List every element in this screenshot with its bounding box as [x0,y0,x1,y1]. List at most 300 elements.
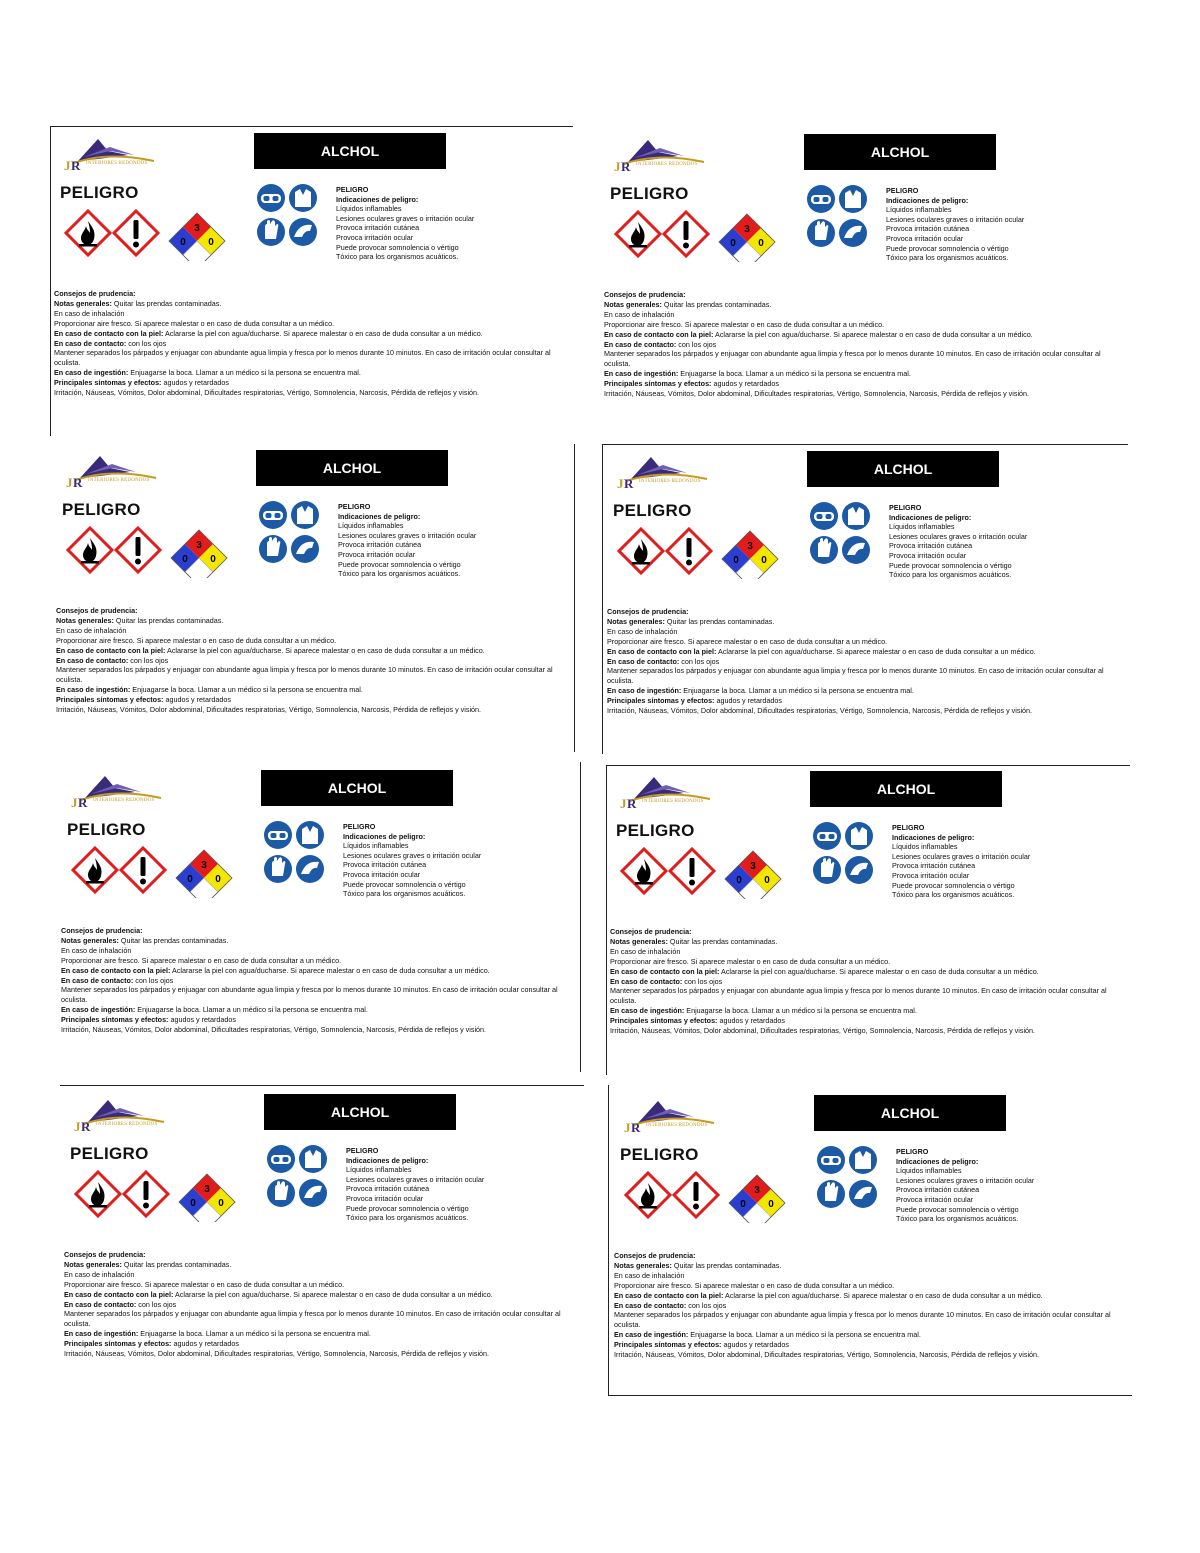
hazard-item: Provoca irritación ocular [338,549,416,559]
eyes-instructions: Mantener separados los párpados y enjuagar con abundante agua limpia y fresca por lo menos durante 10 minutos. En caso de irritación ocular consultar al oculista. [610,986,1107,1006]
precautionary-statements [604,290,1116,399]
hazard-item: Provoca irritación cutánea [892,861,976,871]
product-name: ALCHOL [810,771,1002,807]
hazard-item: Tóxico para los organismos acuáticos. [896,1214,1019,1224]
inhalation-text: Proporcionar aire fresco. Si aparece malestar o en caso de duda consultar a un médico. [56,635,337,645]
protective-clothing-icon [839,185,867,213]
inhalation-heading: En caso de inhalación [56,625,127,635]
goggles-icon [259,501,287,529]
skin-text: Aclararse la piel con agua/ducharse. Si aparece malestar o en caso de duda consultar a un médico. [725,1290,1043,1300]
exclamation-pictogram-icon [670,849,714,893]
hazard-title: PELIGRO [896,1147,929,1156]
flame-pictogram-icon [616,212,660,256]
eyes-instructions: Mantener separados los párpados y enjuagar con abundante agua limpia y fresca por lo menos durante 10 minutos. En caso de irritación ocular consultar al oculista. [607,666,1104,686]
symptoms-label: Principales síntomas y efectos: [604,379,712,389]
safety-label [57,770,582,1070]
eyes-label: En caso de contacto: [604,339,677,349]
svg-text:J: J [624,1120,631,1135]
svg-text:J: J [71,795,78,810]
ppe-icons [266,1144,330,1210]
divider-line [50,126,573,127]
gloves-icon [810,536,838,564]
protective-clothing-icon [299,1145,327,1173]
exclamation-pictogram-icon [674,1173,718,1217]
advice-title: Consejos de prudencia: [614,1251,696,1260]
hazard-subtitle: Indicaciones de peligro: [336,194,419,204]
mask-icon [296,855,324,883]
ingestion-text: Enjuagarse la boca. Llamar a un médico si la persona se encuentra mal. [130,368,361,378]
svg-text:J: J [74,1119,81,1134]
nfpa-flammability: 3 [754,1185,760,1196]
product-name: ALCHOL [804,134,996,170]
signal-word: PELIGRO [70,1144,149,1163]
ppe-icons [258,500,322,566]
symptoms-label: Principales síntomas y efectos: [56,695,164,705]
hazard-item: Líquidos inflamables [896,1166,962,1176]
symptoms-label: Principales síntomas y efectos: [64,1339,172,1349]
precautionary-statements [56,606,568,715]
ppe-icons [256,183,320,249]
symptoms-list: Irritación, Náuseas, Vómitos, Dolor abdominal, Dificultades respiratorias, Vértigo, Somnolencia, Narcosis, Pérdida de reflejos y visión. [54,388,480,398]
general-label: Notas generales: [614,1260,672,1270]
hazard-item: Lesiones oculares graves o irritación ocular [343,850,482,860]
symptoms-label: Principales síntomas y efectos: [61,1015,169,1025]
symptoms-label: Principales síntomas y efectos: [607,696,715,706]
symptoms-text: agudos y retardados [163,378,229,388]
hazard-item: Provoca irritación ocular [896,1194,974,1204]
ingestion-label: En caso de ingestión: [64,1329,139,1339]
symptoms-text: agudos y retardados [723,1340,789,1350]
symptoms-list: Irritación, Náuseas, Vómitos, Dolor abdominal, Dificultades respiratorias, Vértigo, Somnolencia, Narcosis, Pérdida de reflejos y visión. [607,706,1033,716]
divider-line [608,1085,609,1395]
nfpa-health: 0 [187,874,193,885]
ingestion-text: Enjuagarse la boca. Llamar a un médico si la persona se encuentra mal. [686,1006,917,1016]
hazard-item: Provoca irritación cutánea [338,540,422,550]
svg-text:R: R [631,1120,641,1135]
protective-clothing-icon [849,1146,877,1174]
gloves-icon [264,855,292,883]
mask-icon [299,1179,327,1207]
skin-label: En caso de contacto con la piel: [610,966,720,976]
hazard-item: Tóxico para los organismos acuáticos. [338,569,461,579]
eyes-text: con los ojos [684,976,723,986]
flame-pictogram-icon [626,1173,670,1217]
eyes-text: con los ojos [135,975,174,985]
flame-pictogram-icon [622,849,666,893]
safety-label [50,133,575,433]
general-label: Notas generales: [607,616,665,626]
nfpa-flammability: 3 [747,541,753,552]
nfpa-reactivity: 0 [208,237,214,248]
gloves-icon [807,219,835,247]
general-label: Notas generales: [61,935,119,945]
precautionary-statements [607,607,1119,716]
ppe-icons [812,821,876,887]
hazard-item: Puede provocar somnolencia o vértigo [889,560,1012,570]
ingestion-text: Enjuagarse la boca. Llamar a un médico si la persona se encuentra mal. [683,686,914,696]
nfpa-flammability: 3 [750,861,756,872]
nfpa-diamond-icon [179,1174,235,1222]
goggles-icon [810,502,838,530]
hazard-pictograms [71,846,241,898]
hazard-item: Provoca irritación cutánea [886,224,970,234]
signal-word: PELIGRO [620,1145,699,1164]
inhalation-text: Proporcionar aire fresco. Si aparece malestar o en caso de duda consultar a un médico. [54,318,335,328]
goggles-icon [807,185,835,213]
logo-text: INTERIORES REDONDOS [639,479,701,484]
protective-clothing-icon [845,822,873,850]
hazard-item: Tóxico para los organismos acuáticos. [892,890,1015,900]
ingestion-label: En caso de ingestión: [614,1330,689,1340]
hazard-title: PELIGRO [336,185,369,194]
hazard-item: Puede provocar somnolencia o vértigo [346,1203,469,1213]
ingestion-label: En caso de ingestión: [54,368,129,378]
goggles-icon [267,1145,295,1173]
symptoms-label: Principales síntomas y efectos: [610,1016,718,1026]
ppe-icons [806,184,870,250]
flame-pictogram-icon [73,848,117,892]
skin-label: En caso de contacto con la piel: [607,646,717,656]
eyes-label: En caso de contacto: [607,656,680,666]
hazard-statements [343,822,579,899]
hazard-item: Provoca irritación ocular [892,870,970,880]
symptoms-text: agudos y retardados [716,696,782,706]
gloves-icon [259,535,287,563]
skin-text: Aclararse la piel con agua/ducharse. Si aparece malestar o en caso de duda consultar a un médico. [165,328,483,338]
nfpa-reactivity: 0 [761,555,767,566]
divider-line [608,1395,1132,1396]
ingestion-label: En caso de ingestión: [56,685,131,695]
ppe-icons [263,820,327,886]
eyes-text: con los ojos [138,1299,177,1309]
flame-pictogram-icon [66,211,110,255]
logo-text: INTERIORES REDONDOS [636,162,698,167]
safety-label [600,134,1125,434]
hazard-item: Tóxico para los organismos acuáticos. [886,253,1009,263]
nfpa-flammability: 3 [196,540,202,551]
inhalation-text: Proporcionar aire fresco. Si aparece malestar o en caso de duda consultar a un médico. [610,956,891,966]
hazard-item: Provoca irritación ocular [889,550,967,560]
general-text: Quitar las prendas contaminadas. [120,935,229,945]
eyes-text: con los ojos [681,656,720,666]
nfpa-health: 0 [733,555,739,566]
ingestion-text: Enjuagarse la boca. Llamar a un médico si la persona se encuentra mal. [137,1005,368,1015]
inhalation-text: Proporcionar aire fresco. Si aparece malestar o en caso de duda consultar a un médico. [64,1279,345,1289]
hazard-subtitle: Indicaciones de peligro: [889,512,972,522]
company-logo [65,770,175,810]
general-text: Quitar las prendas contaminadas. [673,1260,782,1270]
hazard-item: Provoca irritación cutánea [889,541,973,551]
general-text: Quitar las prendas contaminadas. [115,615,224,625]
mask-icon [839,219,867,247]
skin-text: Aclararse la piel con agua/ducharse. Si aparece malestar o en caso de duda consultar a un médico. [167,645,485,655]
ingestion-label: En caso de ingestión: [61,1005,136,1015]
signal-word: PELIGRO [616,821,695,840]
flame-pictogram-icon [619,529,663,573]
eyes-instructions: Mantener separados los párpados y enjuagar con abundante agua limpia y fresca por lo menos durante 10 minutos. En caso de irritación ocular consultar al oculista. [604,349,1101,369]
hazard-item: Líquidos inflamables [338,521,404,531]
skin-label: En caso de contacto con la piel: [54,328,164,338]
mask-icon [845,856,873,884]
skin-label: En caso de contacto con la piel: [56,645,166,655]
svg-text:R: R [621,159,631,174]
precautionary-statements [54,289,566,398]
inhalation-heading: En caso de inhalación [54,308,125,318]
precautionary-statements [64,1250,576,1359]
goggles-icon [264,821,292,849]
logo-text: INTERIORES REDONDOS [646,1123,708,1128]
general-label: Notas generales: [54,298,112,308]
product-name: ALCHOL [256,450,448,486]
hazard-item: Provoca irritación ocular [886,233,964,243]
hazard-statements [346,1146,582,1223]
hazard-statements [892,823,1128,900]
ingestion-text: Enjuagarse la boca. Llamar a un médico si la persona se encuentra mal. [132,685,363,695]
inhalation-heading: En caso de inhalación [61,945,132,955]
nfpa-diamond-icon [171,530,227,578]
symptoms-text: agudos y retardados [170,1015,236,1025]
hazard-pictograms [66,526,236,578]
goggles-icon [817,1146,845,1174]
skin-text: Aclararse la piel con agua/ducharse. Si aparece malestar o en caso de duda consultar a un médico. [721,966,1039,976]
advice-title: Consejos de prudencia: [64,1250,146,1259]
inhalation-heading: En caso de inhalación [614,1270,685,1280]
svg-text:J: J [614,159,621,174]
ingestion-label: En caso de ingestión: [610,1006,685,1016]
ingestion-text: Enjuagarse la boca. Llamar a un médico si la persona se encuentra mal. [680,369,911,379]
skin-label: En caso de contacto con la piel: [61,965,171,975]
hazard-item: Líquidos inflamables [336,204,402,214]
hazard-title: PELIGRO [892,823,925,832]
exclamation-pictogram-icon [121,848,165,892]
hazard-statements [896,1147,1132,1224]
nfpa-flammability: 3 [744,224,750,235]
hazard-item: Lesiones oculares graves o irritación ocular [896,1175,1035,1185]
hazard-item: Tóxico para los organismos acuáticos. [343,889,466,899]
skin-label: En caso de contacto con la piel: [614,1290,724,1300]
flame-pictogram-icon [68,528,112,572]
hazard-item: Provoca irritación cutánea [343,860,427,870]
advice-title: Consejos de prudencia: [61,926,143,935]
hazard-title: PELIGRO [886,186,919,195]
divider-line [606,765,1130,766]
svg-text:J: J [620,796,627,811]
hazard-item: Provoca irritación ocular [346,1193,424,1203]
svg-text:R: R [624,476,634,491]
nfpa-reactivity: 0 [764,875,770,886]
nfpa-reactivity: 0 [768,1199,774,1210]
safety-label [606,771,1131,1071]
nfpa-health: 0 [736,875,742,886]
hazard-subtitle: Indicaciones de peligro: [346,1155,429,1165]
skin-text: Aclararse la piel con agua/ducharse. Si aparece malestar o en caso de duda consultar a un médico. [172,965,490,975]
eyes-label: En caso de contacto: [54,338,127,348]
ppe-icons [809,501,873,567]
nfpa-flammability: 3 [194,223,200,234]
logo-text: INTERIORES REDONDOS [642,799,704,804]
symptoms-list: Irritación, Náuseas, Vómitos, Dolor abdominal, Dificultades respiratorias, Vértigo, Somnolencia, Narcosis, Pérdida de reflejos y visión. [64,1349,490,1359]
safety-label [60,1094,585,1394]
advice-title: Consejos de prudencia: [610,927,692,936]
general-label: Notas generales: [64,1259,122,1269]
protective-clothing-icon [291,501,319,529]
symptoms-text: agudos y retardados [719,1016,785,1026]
hazard-item: Lesiones oculares graves o irritación ocular [889,531,1028,541]
divider-line [602,444,1128,445]
hazard-statements [886,186,1122,263]
inhalation-heading: En caso de inhalación [64,1269,135,1279]
product-name: ALCHOL [261,770,453,806]
general-label: Notas generales: [604,299,662,309]
inhalation-text: Proporcionar aire fresco. Si aparece malestar o en caso de duda consultar a un médico. [61,955,342,965]
symptoms-text: agudos y retardados [713,379,779,389]
nfpa-health: 0 [190,1198,196,1209]
company-logo [611,451,721,491]
eyes-label: En caso de contacto: [61,975,134,985]
general-text: Quitar las prendas contaminadas. [113,298,222,308]
svg-text:J: J [66,475,73,490]
hazard-item: Puede provocar somnolencia o vértigo [338,559,461,569]
gloves-icon [257,218,285,246]
hazard-item: Líquidos inflamables [343,841,409,851]
company-logo [60,450,170,490]
hazard-title: PELIGRO [346,1146,379,1155]
hazard-item: Puede provocar somnolencia o vértigo [886,243,1009,253]
symptoms-list: Irritación, Náuseas, Vómitos, Dolor abdominal, Dificultades respiratorias, Vértigo, Somnolencia, Narcosis, Pérdida de reflejos y visión. [610,1026,1036,1036]
nfpa-diamond-icon [719,214,775,262]
inhalation-text: Proporcionar aire fresco. Si aparece malestar o en caso de duda consultar a un médico. [607,636,888,646]
inhalation-heading: En caso de inhalación [604,309,675,319]
svg-text:R: R [78,795,88,810]
hazard-item: Líquidos inflamables [889,522,955,532]
symptoms-label: Principales síntomas y efectos: [54,378,162,388]
skin-text: Aclararse la piel con agua/ducharse. Si aparece malestar o en caso de duda consultar a un médico. [718,646,1036,656]
hazard-item: Lesiones oculares graves o irritación ocular [892,851,1031,861]
product-name: ALCHOL [814,1095,1006,1131]
eyes-label: En caso de contacto: [614,1300,687,1310]
ppe-icons [816,1145,880,1211]
advice-title: Consejos de prudencia: [54,289,136,298]
nfpa-diamond-icon [722,531,778,579]
hazard-item: Puede provocar somnolencia o vértigo [892,880,1015,890]
hazard-pictograms [614,210,784,262]
eyes-label: En caso de contacto: [64,1299,137,1309]
flame-pictogram-icon [76,1172,120,1216]
gloves-icon [267,1179,295,1207]
mask-icon [849,1180,877,1208]
exclamation-pictogram-icon [664,212,708,256]
eyes-instructions: Mantener separados los párpados y enjuagar con abundante agua limpia y fresca por lo menos durante 10 minutos. En caso de irritación ocular consultar al oculista. [614,1310,1111,1330]
logo-text: INTERIORES REDONDOS [88,478,150,483]
hazard-item: Provoca irritación ocular [336,232,414,242]
hazard-subtitle: Indicaciones de peligro: [896,1156,979,1166]
svg-text:J: J [617,476,624,491]
hazard-item: Provoca irritación cutánea [346,1184,430,1194]
nfpa-reactivity: 0 [210,554,216,565]
hazard-item: Puede provocar somnolencia o vértigo [896,1204,1019,1214]
symptoms-list: Irritación, Náuseas, Vómitos, Dolor abdominal, Dificultades respiratorias, Vértigo, Somnolencia, Narcosis, Pérdida de reflejos y visión. [61,1025,487,1035]
company-logo [614,771,724,811]
general-text: Quitar las prendas contaminadas. [663,299,772,309]
svg-text:R: R [627,796,637,811]
hazard-item: Lesiones oculares graves o irritación ocular [336,213,475,223]
nfpa-reactivity: 0 [215,874,221,885]
signal-word: PELIGRO [613,501,692,520]
general-text: Quitar las prendas contaminadas. [666,616,775,626]
protective-clothing-icon [842,502,870,530]
product-name: ALCHOL [264,1094,456,1130]
skin-label: En caso de contacto con la piel: [604,329,714,339]
hazard-title: PELIGRO [338,502,371,511]
advice-title: Consejos de prudencia: [607,607,689,616]
ingestion-text: Enjuagarse la boca. Llamar a un médico si la persona se encuentra mal. [140,1329,371,1339]
eyes-text: con los ojos [128,338,167,348]
symptoms-text: agudos y retardados [165,695,231,705]
product-name: ALCHOL [807,451,999,487]
safety-label [610,1095,1135,1395]
hazard-item: Lesiones oculares graves o irritación ocular [886,214,1025,224]
ingestion-text: Enjuagarse la boca. Llamar a un médico si la persona se encuentra mal. [690,1330,921,1340]
hazard-item: Tóxico para los organismos acuáticos. [889,570,1012,580]
hazard-item: Líquidos inflamables [886,205,952,215]
hazard-item: Tóxico para los organismos acuáticos. [336,252,459,262]
general-text: Quitar las prendas contaminadas. [669,936,778,946]
company-logo [608,134,718,174]
hazard-item: Lesiones oculares graves o irritación ocular [346,1174,485,1184]
exclamation-pictogram-icon [667,529,711,573]
skin-text: Aclararse la piel con agua/ducharse. Si aparece malestar o en caso de duda consultar a un médico. [175,1289,493,1299]
goggles-icon [813,822,841,850]
svg-text:R: R [81,1119,91,1134]
symptoms-label: Principales síntomas y efectos: [614,1340,722,1350]
nfpa-diamond-icon [176,850,232,898]
exclamation-pictogram-icon [114,211,158,255]
gloves-icon [817,1180,845,1208]
hazard-title: PELIGRO [343,822,376,831]
eyes-text: con los ojos [130,655,169,665]
signal-word: PELIGRO [610,184,689,203]
skin-text: Aclararse la piel con agua/ducharse. Si aparece malestar o en caso de duda consultar a un médico. [715,329,1033,339]
svg-text:R: R [71,158,81,173]
eyes-label: En caso de contacto: [610,976,683,986]
inhalation-text: Proporcionar aire fresco. Si aparece malestar o en caso de duda consultar a un médico. [614,1280,895,1290]
hazard-item: Provoca irritación cutánea [336,223,420,233]
nfpa-health: 0 [740,1199,746,1210]
general-label: Notas generales: [610,936,668,946]
signal-word: PELIGRO [67,820,146,839]
eyes-text: con los ojos [678,339,717,349]
nfpa-health: 0 [182,554,188,565]
hazard-item: Lesiones oculares graves o irritación ocular [338,530,477,540]
logo-text: INTERIORES REDONDOS [93,798,155,803]
exclamation-pictogram-icon [124,1172,168,1216]
general-text: Quitar las prendas contaminadas. [123,1259,232,1269]
eyes-instructions: Mantener separados los párpados y enjuagar con abundante agua limpia y fresca por lo menos durante 10 minutos. En caso de irritación ocular consultar al oculista. [61,985,558,1005]
precautionary-statements [614,1251,1126,1360]
gloves-icon [813,856,841,884]
inhalation-text: Proporcionar aire fresco. Si aparece malestar o en caso de duda consultar a un médico. [604,319,885,329]
svg-text:R: R [73,475,83,490]
hazard-item: Puede provocar somnolencia o vértigo [336,242,459,252]
hazard-statements [338,502,574,579]
goggles-icon [257,184,285,212]
nfpa-reactivity: 0 [758,238,764,249]
hazard-item: Provoca irritación cutánea [896,1185,980,1195]
divider-line [60,1085,584,1086]
mask-icon [842,536,870,564]
general-label: Notas generales: [56,615,114,625]
hazard-title: PELIGRO [889,503,922,512]
